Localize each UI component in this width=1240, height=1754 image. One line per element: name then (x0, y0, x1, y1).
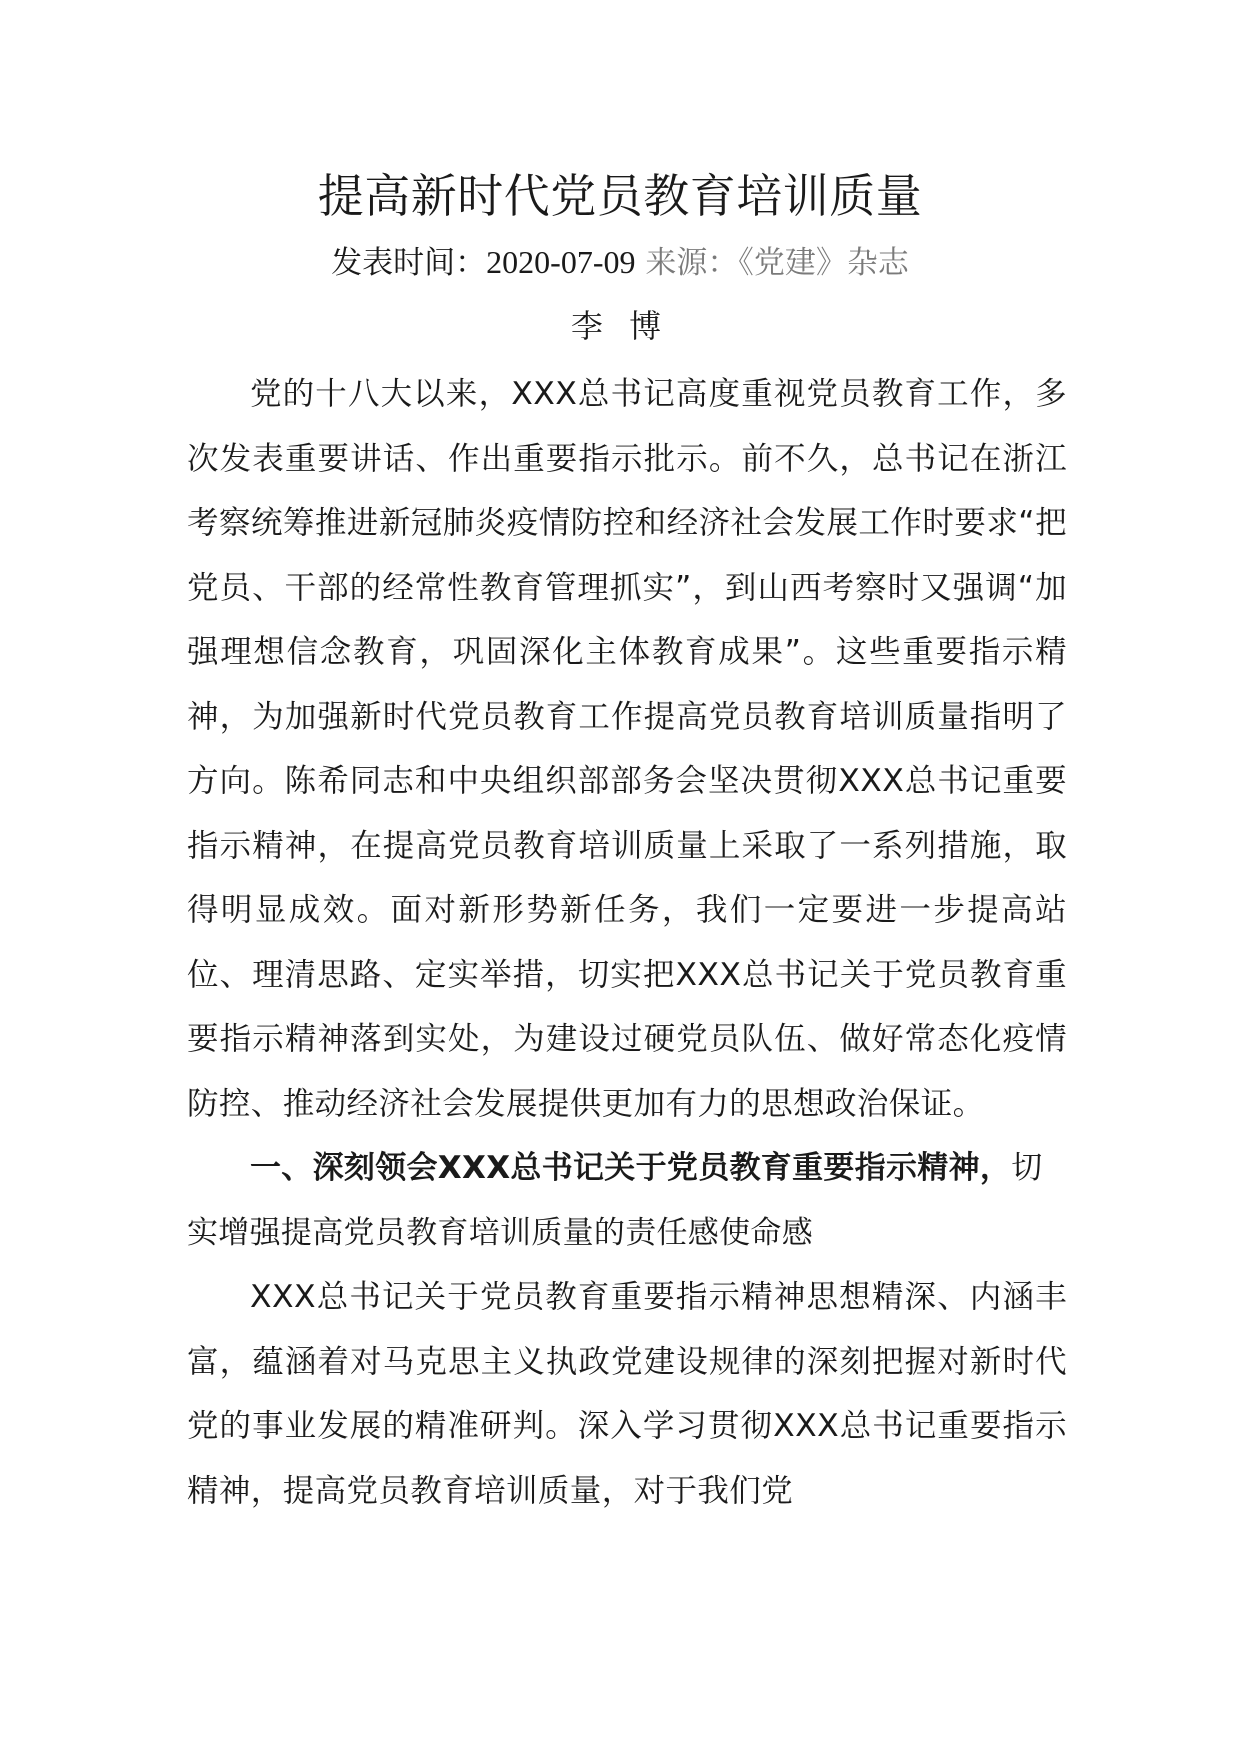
publish-date: 2020-07-09 (486, 244, 636, 280)
author-name: 李 博 (570, 307, 670, 345)
intro-paragraph: 党的十八大以来，XXX总书记高度重视党员教育工作，多次发表重要讲话、作出重要指示批示。前不久，总书记在浙江考察统筹推进新冠肺炎疫情防控和经济社会发展工作时要求“把党员、干部的经常性教育管理抓实”，到山西考察时又强调“加强理想信念教育，巩固深化主体教育成果”。这些重要指示精神，为加强新时代党员教育工作提高党员教育培训质量指明了方向。陈希同志和中央组织部部务会坚决贯彻XXX总书记重要指示精神，在提高党员教育培训质量上采取了一系列措施，取得明显成效。面对新形势新任务，我们一定要进一步提高站位、理清思路、定实举措，切实把XXX总书记关于党员教育重要指示精神落到实处，为建设过硬党员队伍、做好常态化疫情防控、推动经济社会发展提供更加有力的思想政治保证。 (187, 376, 1067, 1122)
document-title: 提高新时代党员教育培训质量 (317, 169, 923, 223)
section-1-paragraph: XXX总书记关于党员教育重要指示精神思想精深、内涵丰富，蕴涵着对马克思主义执政党建设规律的深刻把握对新时代党的事业发展的精准研判。深入学习贯彻XXX总书记重要指示精神，提高党员教育培训质量，对于我们党 (187, 1279, 1067, 1509)
section-heading-1 (187, 1136, 1067, 1265)
section-heading-1-rest: 切实增强提高党员教育培训质量的责任感使命感 (187, 1150, 1043, 1251)
source-label: 来源： (635, 245, 739, 281)
source-name: 《党建》杂志 (738, 245, 909, 281)
article-body (187, 362, 1067, 1523)
date-label: 发表时间： (331, 245, 487, 281)
publication-meta (0, 242, 1240, 283)
section-heading-1-bold: 一、深刻领会XXX总书记关于党员教育重要指示精神， (250, 1150, 1012, 1186)
